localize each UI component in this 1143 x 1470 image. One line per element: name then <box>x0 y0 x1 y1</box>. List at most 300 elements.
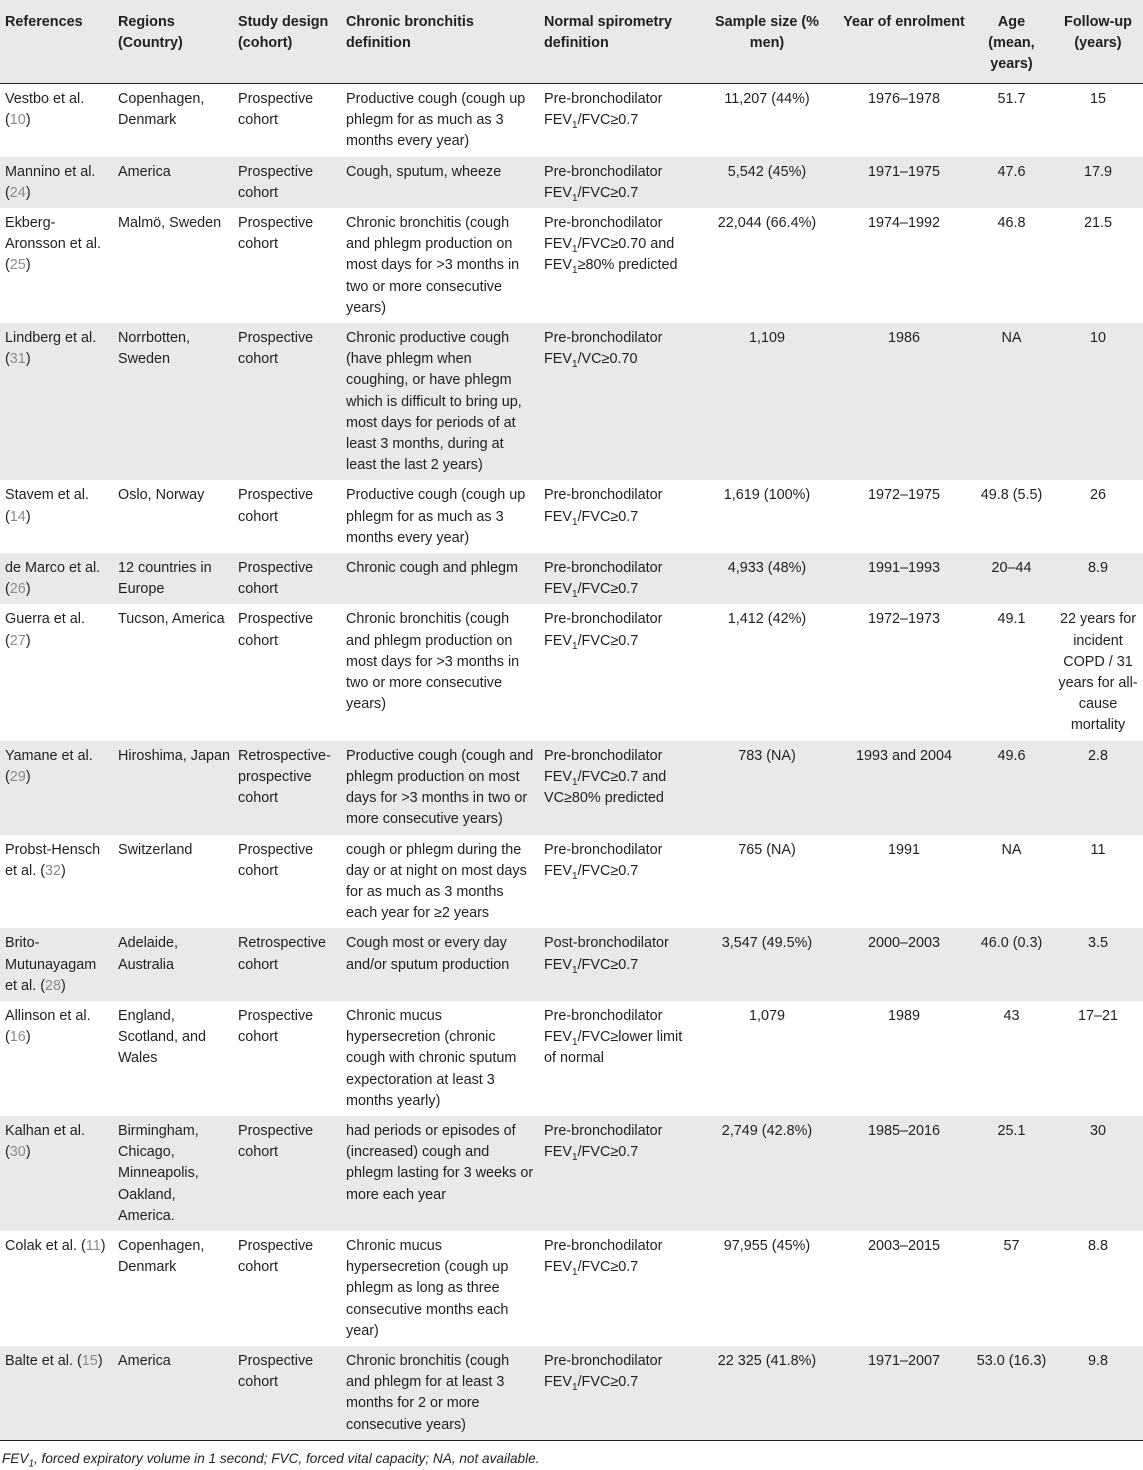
age-text: 20–44 <box>991 560 1032 577</box>
cell-region <box>113 480 233 553</box>
table-row <box>0 928 1143 1001</box>
cell-spirometry-definition <box>539 323 696 480</box>
age-text: 46.8 <box>997 215 1026 232</box>
spirometry-text-pre: Pre-bronchodilator FEV <box>544 1122 663 1161</box>
cell-references: Vestbo et al. (10) <box>5 91 85 129</box>
header-references: References <box>0 0 113 84</box>
spirometry-text-pre: Pre-bronchodilator FEV <box>544 91 663 129</box>
year-of-enrolment-text: 2003–2015 <box>867 1237 941 1254</box>
spirometry-text-post: /FVC≥0.7 <box>577 956 639 973</box>
cell-region <box>113 928 233 1001</box>
region-text: 12 countries in Europe <box>118 560 212 598</box>
chronic-bronchitis-definition-text: Chronic mucus hypersecretion (chronic cough with chronic sputum expectoration at least 3 months yearly) <box>346 1007 517 1109</box>
cell-age <box>970 553 1051 604</box>
cell-chronic-bronchitis-definition <box>341 1346 539 1440</box>
chronic-bronchitis-definition-text: Cough, sputum, wheeze <box>346 163 502 180</box>
cell-sample-size <box>696 1346 836 1440</box>
age-text: 49.1 <box>997 611 1026 628</box>
spirometry-subscript: 1 <box>572 1267 578 1279</box>
cell-spirometry-definition <box>539 1346 696 1440</box>
cell-sample-size <box>696 928 836 1001</box>
year-of-enrolment-text: 1986 <box>887 330 920 347</box>
cell-follow-up <box>1051 1001 1143 1116</box>
region-text: America <box>118 163 171 180</box>
cell-follow-up <box>1051 553 1143 604</box>
cell-references: Ekberg-Aronsson et al. (25) <box>5 215 101 274</box>
cell-year-of-enrolment <box>836 1346 970 1440</box>
sample-size-text: 97,955 (45%) <box>723 1237 811 1254</box>
cell-region <box>113 1116 233 1231</box>
cell-age <box>970 84 1051 157</box>
cell-follow-up <box>1051 323 1143 480</box>
follow-up-text: 15 <box>1089 91 1106 107</box>
cell-year-of-enrolment <box>836 741 970 835</box>
cell-study-design <box>233 208 341 323</box>
cell-follow-up <box>1051 1346 1143 1440</box>
reference-author: Balte et al. <box>5 1352 73 1369</box>
cell-study-design <box>233 1231 341 1346</box>
year-of-enrolment-text: 1972–1975 <box>867 487 941 504</box>
cell-spirometry-definition <box>539 1001 696 1116</box>
sample-size-text: 5,542 (45%) <box>727 163 807 180</box>
spirometry-text-pre: Pre-bronchodilator FEV <box>544 841 663 879</box>
study-design-text: Prospective cohort <box>238 560 314 598</box>
reference-link[interactable]: 27 <box>9 632 26 649</box>
cell-spirometry-definition <box>539 157 696 208</box>
region-text: Switzerland <box>118 841 193 858</box>
reference-link[interactable]: 24 <box>9 184 26 201</box>
spirometry-text-pre: Pre-bronchodilator FEV <box>544 215 663 253</box>
cell-year-of-enrolment <box>836 928 970 1001</box>
sample-size-text: 1,079 <box>748 1007 785 1024</box>
spirometry-text-post-2: ≥80% predicted <box>577 257 678 274</box>
cell-references: Lindberg et al. (31) <box>5 330 97 368</box>
table-row <box>0 741 1143 835</box>
chronic-bronchitis-definition-text: Chronic bronchitis (cough and phlegm for at least 3 months for 2 or more consecutive years) <box>346 1352 510 1433</box>
cell-follow-up <box>1051 1231 1143 1346</box>
reference-author: Guerra et al. <box>5 611 85 628</box>
header-normal-spirometry-definition: Normal spirometry definition <box>539 0 696 84</box>
table-row <box>0 553 1143 604</box>
spirometry-text-pre: Pre-bronchodilator FEV <box>544 1007 663 1046</box>
spirometry-subscript: 1 <box>572 359 578 371</box>
cell-follow-up <box>1051 928 1143 1001</box>
header-study-design: Study design (cohort) <box>233 0 341 84</box>
age-text: 51.7 <box>997 91 1026 107</box>
spirometry-subscript: 1 <box>572 589 578 601</box>
table-body <box>0 84 1143 1441</box>
cell-study-design <box>233 928 341 1001</box>
reference-link[interactable]: 26 <box>9 581 26 598</box>
reference-link[interactable]: 30 <box>9 1144 26 1161</box>
cell-study-design <box>233 157 341 208</box>
cell-follow-up <box>1051 157 1143 208</box>
age-text: 57 <box>1003 1237 1020 1254</box>
chronic-bronchitis-definition-text: Chronic mucus hypersecretion (cough up phlegm as long as three consecutive months each year) <box>346 1237 509 1339</box>
age-text: NA <box>1001 841 1022 858</box>
follow-up-text: 8.8 <box>1087 1237 1108 1254</box>
cell-study-design <box>233 604 341 740</box>
follow-up-text: 10 <box>1089 330 1106 347</box>
cell-chronic-bronchitis-definition <box>341 1001 539 1116</box>
cell-chronic-bronchitis-definition <box>341 604 539 740</box>
reference-author: Probst-Hensch et al. <box>5 841 101 879</box>
cell-age <box>970 1231 1051 1346</box>
reference-author: Lindberg et al. <box>5 330 97 347</box>
cell-references: Allinson et al. (16) <box>5 1007 91 1046</box>
spirometry-text-post: /FVC≥0.7 and VC≥80% predicted <box>544 768 667 807</box>
cell-age <box>970 480 1051 553</box>
cell-age <box>970 208 1051 323</box>
cell-references: Mannino et al. (24) <box>5 163 96 201</box>
year-of-enrolment-text: 1993 and 2004 <box>855 747 953 764</box>
cell-study-design <box>233 1116 341 1231</box>
table-footnote <box>0 1441 1143 1470</box>
age-text: 53.0 (16.3) <box>976 1352 1047 1369</box>
sample-size-text: 11,207 (44%) <box>724 91 810 107</box>
cell-follow-up <box>1051 835 1143 929</box>
cell-age <box>970 157 1051 208</box>
cell-references: Guerra et al. (27) <box>5 611 85 649</box>
sample-size-text: 4,933 (48%) <box>727 560 807 577</box>
spirometry-text-pre: Pre-bronchodilator FEV <box>544 560 663 598</box>
reference-link[interactable]: 15 <box>81 1352 98 1369</box>
follow-up-text: 17.9 <box>1083 163 1112 180</box>
cell-chronic-bronchitis-definition <box>341 157 539 208</box>
cell-chronic-bronchitis-definition <box>341 323 539 480</box>
follow-up-text: 21.5 <box>1083 215 1112 232</box>
cell-spirometry-definition <box>539 928 696 1001</box>
cell-chronic-bronchitis-definition <box>341 84 539 157</box>
study-design-text: Prospective cohort <box>238 1122 314 1161</box>
cell-region <box>113 84 233 157</box>
cell-age <box>970 928 1051 1001</box>
year-of-enrolment-text: 1985–2016 <box>867 1122 941 1139</box>
cell-year-of-enrolment <box>836 1001 970 1116</box>
reference-link[interactable]: 28 <box>45 977 62 994</box>
cell-references: Brito-Mutunayagam et al. (28) <box>5 935 97 994</box>
spirometry-text-pre: Post-bronchodilator FEV <box>544 935 669 973</box>
spirometry-text-post: /VC≥0.70 <box>577 351 638 368</box>
age-text: 25.1 <box>997 1122 1026 1139</box>
spirometry-text-post: /FVC≥0.7 <box>577 508 639 525</box>
spirometry-text-post: /FVC≥0.7 <box>577 862 639 879</box>
cell-sample-size <box>696 208 836 323</box>
reference-author: Stavem et al. <box>5 487 89 504</box>
cell-year-of-enrolment <box>836 480 970 553</box>
region-text: Adelaide, Australia <box>118 935 179 973</box>
cell-sample-size <box>696 835 836 929</box>
table-row <box>0 208 1143 323</box>
spirometry-subscript: 1 <box>572 120 578 132</box>
follow-up-text: 3.5 <box>1087 935 1108 952</box>
reference-author: Ekberg-Aronsson et al. <box>5 215 101 253</box>
spirometry-text-post: /FVC≥0.7 <box>577 1259 639 1276</box>
spirometry-text-pre: Pre-bronchodilator FEV <box>544 163 663 201</box>
header-chronic-bronchitis-definition: Chronic bronchitis definition <box>341 0 539 84</box>
sample-size-text: 1,619 (100%) <box>723 487 811 504</box>
cell-study-design <box>233 323 341 480</box>
table-row <box>0 1116 1143 1231</box>
age-text: 43 <box>1003 1007 1020 1024</box>
header-regions: Regions (Country) <box>113 0 233 84</box>
study-design-text: Prospective cohort <box>238 91 314 129</box>
cell-sample-size <box>696 1116 836 1231</box>
cell-region <box>113 604 233 740</box>
table-row <box>0 323 1143 480</box>
year-of-enrolment-text: 1974–1992 <box>867 215 941 232</box>
spirometry-subscript: 1 <box>572 192 578 204</box>
region-text: England, Scotland, and Wales <box>118 1007 207 1067</box>
cell-study-design <box>233 835 341 929</box>
table-row <box>0 84 1143 157</box>
cell-year-of-enrolment <box>836 1231 970 1346</box>
spirometry-text-post: /FVC≥0.7 <box>577 184 639 201</box>
sample-size-text: 3,547 (49.5%) <box>721 935 813 952</box>
table-row <box>0 1231 1143 1346</box>
cell-references: Yamane et al. (29) <box>5 747 93 785</box>
chronic-bronchitis-definition-text: Productive cough (cough up phlegm for as much as 3 months every year) <box>346 487 526 546</box>
region-text: Oslo, Norway <box>118 487 205 504</box>
region-text: Copenhagen, Denmark <box>118 1237 205 1276</box>
cell-follow-up <box>1051 208 1143 323</box>
study-design-text: Prospective cohort <box>238 487 314 525</box>
cell-chronic-bronchitis-definition <box>341 208 539 323</box>
reference-author: Yamane et al. <box>5 747 93 764</box>
reference-author: Mannino et al. <box>5 163 96 180</box>
cell-chronic-bronchitis-definition <box>341 835 539 929</box>
spirometry-subscript: 1 <box>572 964 578 976</box>
cell-region <box>113 1346 233 1440</box>
spirometry-text-pre: Pre-bronchodilator FEV <box>544 747 663 785</box>
header-sample-size: Sample size (% men) <box>696 0 836 84</box>
spirometry-text-post: /FVC≥0.7 <box>577 581 639 598</box>
cell-age <box>970 323 1051 480</box>
cell-sample-size <box>696 157 836 208</box>
table-row <box>0 1346 1143 1440</box>
header-age: Age (mean, years) <box>970 0 1051 84</box>
reference-link[interactable]: 25 <box>9 257 26 274</box>
study-design-text: Prospective cohort <box>238 215 314 253</box>
age-text: 46.0 (0.3) <box>980 935 1043 952</box>
table-row <box>0 157 1143 208</box>
chronic-bronchitis-definition-text: Chronic productive cough (have phlegm when coughing, or have phlegm which is difficult to bring up, most days for periods of at least 3 months, during at least the last 2 years) <box>346 330 522 474</box>
year-of-enrolment-text: 1972–1973 <box>867 611 941 628</box>
region-text: Malmö, Sweden <box>118 215 222 232</box>
age-text: 49.8 (5.5) <box>980 487 1043 504</box>
cell-region <box>113 1231 233 1346</box>
cell-spirometry-definition <box>539 208 696 323</box>
table-row <box>0 480 1143 553</box>
follow-up-text: 26 <box>1089 487 1106 504</box>
chronic-bronchitis-definition-text: Chronic bronchitis (cough and phlegm production on most days for >3 months in two or more consecutive years) <box>346 611 520 713</box>
spirometry-subscript: 1 <box>572 776 578 788</box>
cell-chronic-bronchitis-definition <box>341 1116 539 1231</box>
cell-spirometry-definition <box>539 741 696 835</box>
cell-study-design <box>233 1346 341 1440</box>
cell-age <box>970 741 1051 835</box>
cell-year-of-enrolment <box>836 553 970 604</box>
cell-chronic-bronchitis-definition <box>341 741 539 835</box>
follow-up-text: 17–21 <box>1077 1007 1119 1024</box>
cell-references: Stavem et al. (14) <box>5 487 89 525</box>
table-row <box>0 835 1143 929</box>
cell-chronic-bronchitis-definition <box>341 1231 539 1346</box>
reference-link[interactable]: 14 <box>9 508 26 525</box>
cell-sample-size <box>696 84 836 157</box>
header-follow-up: Follow-up (years) <box>1051 0 1143 84</box>
cell-age <box>970 1116 1051 1231</box>
chronic-bronchitis-definition-text: had periods or episodes of (increased) cough and phlegm lasting for 3 weeks or more each year <box>346 1122 534 1203</box>
cell-year-of-enrolment <box>836 323 970 480</box>
follow-up-text: 9.8 <box>1087 1352 1108 1369</box>
cell-spirometry-definition <box>539 480 696 553</box>
sample-size-text: 22 325 (41.8%) <box>717 1352 817 1369</box>
reference-link[interactable]: 16 <box>9 1029 26 1046</box>
year-of-enrolment-text: 1991 <box>887 841 920 858</box>
spirometry-subscript: 1 <box>572 244 578 256</box>
year-of-enrolment-text: 1971–1975 <box>867 163 941 180</box>
sample-size-text: 1,412 (42%) <box>727 611 807 628</box>
cell-references: de Marco et al. (26) <box>5 560 101 598</box>
cell-region <box>113 835 233 929</box>
age-text: 47.6 <box>997 163 1026 180</box>
footnote-fev-subscript: 1 <box>28 1458 34 1470</box>
cell-follow-up <box>1051 480 1143 553</box>
sample-size-text: 2,749 (42.8%) <box>721 1122 813 1139</box>
follow-up-text: 30 <box>1089 1122 1106 1139</box>
chronic-bronchitis-definition-text: cough or phlegm during the day or at night on most days for as much as 3 months each year for ≥2 years <box>346 841 527 922</box>
study-design-text: Prospective cohort <box>238 1352 314 1391</box>
reference-link[interactable]: 11 <box>85 1237 101 1254</box>
cell-age <box>970 1346 1051 1440</box>
sample-size-text: 783 (NA) <box>738 747 796 764</box>
cell-spirometry-definition <box>539 84 696 157</box>
cell-sample-size <box>696 1231 836 1346</box>
study-design-text: Prospective cohort <box>238 330 314 368</box>
spirometry-subscript: 1 <box>572 640 578 652</box>
cell-age <box>970 1001 1051 1116</box>
spirometry-subscript-2: 1 <box>572 265 578 277</box>
spirometry-text-pre: Pre-bronchodilator FEV <box>544 1237 663 1276</box>
cell-references: Balte et al. (15) <box>5 1352 103 1369</box>
study-design-text: Retrospective cohort <box>238 935 326 973</box>
cell-study-design <box>233 480 341 553</box>
chronic-bronchitis-definition-text: Cough most or every day and/or sputum production <box>346 935 510 973</box>
footnote-text: , forced expiratory volume in 1 second; FVC, forced vital capacity; NA, not available. <box>34 1450 540 1466</box>
sample-size-text: 765 (NA) <box>738 841 796 858</box>
cell-age <box>970 604 1051 740</box>
cell-chronic-bronchitis-definition <box>341 480 539 553</box>
cell-sample-size <box>696 480 836 553</box>
spirometry-text-post: /FVC≥0.7 <box>577 1374 639 1391</box>
cell-references: Probst-Hensch et al. (32) <box>5 841 101 879</box>
reference-link[interactable]: 32 <box>45 862 62 879</box>
cell-age <box>970 835 1051 929</box>
reference-author: Kalhan et al. <box>5 1122 86 1139</box>
cell-region <box>113 208 233 323</box>
reference-link[interactable]: 10 <box>9 112 26 129</box>
footnote-fev: FEV <box>2 1450 29 1466</box>
spirometry-text-post: /FVC≥0.7 <box>577 632 639 649</box>
spirometry-subscript: 1 <box>572 870 578 882</box>
region-text: America <box>118 1352 171 1369</box>
year-of-enrolment-text: 1989 <box>887 1007 920 1024</box>
spirometry-subscript: 1 <box>572 1037 578 1048</box>
study-design-text: Prospective cohort <box>238 611 314 649</box>
cell-sample-size <box>696 323 836 480</box>
follow-up-text: 2.8 <box>1087 747 1108 764</box>
spirometry-text-pre: Pre-bronchodilator FEV <box>544 487 663 525</box>
region-text: Norrbotten, Sweden <box>118 330 190 368</box>
study-design-text: Prospective cohort <box>238 163 314 201</box>
cell-year-of-enrolment <box>836 208 970 323</box>
cell-references: Colak et al. (11) <box>5 1237 106 1254</box>
spirometry-text-post: /FVC≥lower limit of normal <box>544 1029 683 1067</box>
header-year-of-enrolment: Year of enrolment <box>836 0 970 84</box>
reference-author: Allinson et al. <box>5 1007 91 1024</box>
cell-year-of-enrolment <box>836 1116 970 1231</box>
cell-references: Kalhan et al. (30) <box>5 1122 86 1161</box>
age-text: 49.6 <box>997 747 1026 764</box>
reference-author: Colak et al. <box>5 1237 77 1254</box>
spirometry-text-post: /FVC≥0.70 and FEV <box>544 236 675 274</box>
cell-year-of-enrolment <box>836 835 970 929</box>
study-design-text: Prospective cohort <box>238 1007 314 1046</box>
table-row <box>0 604 1143 740</box>
sample-size-text: 22,044 (66.4%) <box>717 215 817 232</box>
study-design-text: Retrospective-prospective cohort <box>238 747 331 807</box>
chronic-bronchitis-definition-text: Productive cough (cough up phlegm for as much as 3 months every year) <box>346 91 526 150</box>
follow-up-text: 22 years for incident COPD / 31 years for all-cause mortality <box>1058 611 1138 734</box>
cell-region <box>113 323 233 480</box>
reference-author: Vestbo et al. <box>5 91 85 107</box>
follow-up-text: 11 <box>1090 841 1106 858</box>
spirometry-text-post: /FVC≥0.7 <box>577 1144 639 1161</box>
reference-link[interactable]: 29 <box>9 768 26 785</box>
reference-link[interactable]: 31 <box>9 351 26 368</box>
spirometry-text-pre: Pre-bronchodilator FEV <box>544 611 663 649</box>
region-text: Copenhagen, Denmark <box>118 91 205 129</box>
chronic-bronchitis-definition-text: Productive cough (cough and phlegm production on most days for >3 months in two or more consecutive years) <box>346 747 534 828</box>
cell-chronic-bronchitis-definition <box>341 553 539 604</box>
sample-size-text: 1,109 <box>748 330 785 347</box>
spirometry-subscript: 1 <box>572 516 578 528</box>
region-text: Tucson, America <box>118 611 225 628</box>
reference-author: Brito-Mutunayagam et al. <box>5 935 97 994</box>
cell-sample-size <box>696 741 836 835</box>
spirometry-subscript: 1 <box>572 1382 578 1394</box>
cell-sample-size <box>696 604 836 740</box>
cell-sample-size <box>696 1001 836 1116</box>
spirometry-subscript: 1 <box>572 1152 578 1164</box>
table-header <box>0 0 1143 84</box>
cell-spirometry-definition <box>539 1116 696 1231</box>
cell-spirometry-definition <box>539 835 696 929</box>
cell-year-of-enrolment <box>836 84 970 157</box>
cell-study-design <box>233 84 341 157</box>
cell-region <box>113 741 233 835</box>
cell-region <box>113 1001 233 1116</box>
cell-sample-size <box>696 553 836 604</box>
year-of-enrolment-text: 1971–2007 <box>867 1352 941 1369</box>
study-design-text: Prospective cohort <box>238 841 314 879</box>
region-text: Hiroshima, Japan <box>118 747 230 764</box>
cell-region <box>113 553 233 604</box>
spirometry-text-pre: Pre-bronchodilator FEV <box>544 330 663 368</box>
cell-study-design <box>233 1001 341 1116</box>
chronic-bronchitis-definition-text: Chronic cough and phlegm <box>346 560 518 577</box>
